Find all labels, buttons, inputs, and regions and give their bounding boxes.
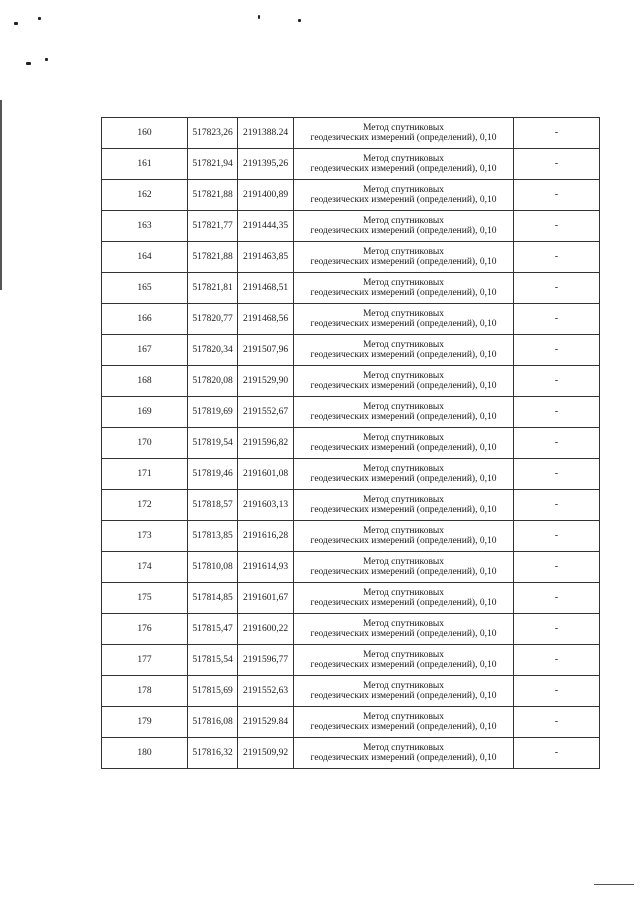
table-row xyxy=(102,304,600,335)
x-coordinate-cell: 517818,57 xyxy=(188,490,238,521)
point-number-cell: 171 xyxy=(102,459,188,490)
method-line-2: геодезических измерений (определений), 0,10 xyxy=(310,722,497,732)
x-coordinate-cell: 517821,88 xyxy=(188,180,238,211)
mark-cell: - xyxy=(514,459,600,490)
method-line-1: Метод спутниковых xyxy=(362,681,445,691)
x-coordinate-cell: 517821,81 xyxy=(188,273,238,304)
y-coordinate-cell: 2191468,51 xyxy=(238,273,294,304)
scan-speck xyxy=(45,58,48,61)
mark-cell: - xyxy=(514,490,600,521)
table-row xyxy=(102,614,600,645)
method-line-1: Метод спутниковых xyxy=(362,588,445,598)
scan-edge-line xyxy=(594,884,634,885)
x-coordinate-cell: 517815,47 xyxy=(188,614,238,645)
point-number-cell: 180 xyxy=(102,738,188,769)
method-cell xyxy=(294,583,514,614)
x-coordinate-cell: 517815,54 xyxy=(188,645,238,676)
method-cell xyxy=(294,738,514,769)
table-row xyxy=(102,645,600,676)
method-cell xyxy=(294,707,514,738)
method-line-2: геодезических измерений (определений), 0,10 xyxy=(310,412,497,422)
point-number-cell: 160 xyxy=(102,118,188,149)
y-coordinate-cell: 2191400,89 xyxy=(238,180,294,211)
x-coordinate-cell: 517821,88 xyxy=(188,242,238,273)
method-line-2: геодезических измерений (определений), 0,10 xyxy=(310,598,497,608)
point-number-cell: 172 xyxy=(102,490,188,521)
y-coordinate-cell: 2191463,85 xyxy=(238,242,294,273)
x-coordinate-cell: 517814,85 xyxy=(188,583,238,614)
y-coordinate-cell: 2191529.84 xyxy=(238,707,294,738)
point-number-cell: 167 xyxy=(102,335,188,366)
mark-cell: - xyxy=(514,335,600,366)
mark-cell: - xyxy=(514,707,600,738)
method-line-2: геодезических измерений (определений), 0,10 xyxy=(310,567,497,577)
y-coordinate-cell: 2191388.24 xyxy=(238,118,294,149)
point-number-cell: 173 xyxy=(102,521,188,552)
mark-cell: - xyxy=(514,428,600,459)
method-line-2: геодезических измерений (определений), 0,10 xyxy=(310,133,497,143)
method-line-2: геодезических измерений (определений), 0,10 xyxy=(310,319,497,329)
method-cell xyxy=(294,676,514,707)
table-row xyxy=(102,211,600,242)
mark-cell: - xyxy=(514,521,600,552)
y-coordinate-cell: 2191552,67 xyxy=(238,397,294,428)
mark-cell: - xyxy=(514,397,600,428)
mark-cell: - xyxy=(514,304,600,335)
method-line-1: Метод спутниковых xyxy=(362,743,445,753)
method-line-1: Метод спутниковых xyxy=(362,557,445,567)
table-row xyxy=(102,118,600,149)
method-line-1: Метод спутниковых xyxy=(362,247,445,257)
point-number-cell: 174 xyxy=(102,552,188,583)
mark-cell: - xyxy=(514,614,600,645)
scan-speck xyxy=(26,62,31,65)
table-row xyxy=(102,242,600,273)
y-coordinate-cell: 2191616,28 xyxy=(238,521,294,552)
method-line-2: геодезических измерений (определений), 0,10 xyxy=(310,629,497,639)
x-coordinate-cell: 517810,08 xyxy=(188,552,238,583)
method-line-1: Метод спутниковых xyxy=(362,526,445,536)
method-cell xyxy=(294,552,514,583)
mark-cell: - xyxy=(514,552,600,583)
method-cell xyxy=(294,490,514,521)
mark-cell: - xyxy=(514,583,600,614)
point-number-cell: 176 xyxy=(102,614,188,645)
method-line-1: Метод спутниковых xyxy=(362,619,445,629)
method-line-2: геодезических измерений (определений), 0,10 xyxy=(310,288,497,298)
y-coordinate-cell: 2191468,56 xyxy=(238,304,294,335)
table-row xyxy=(102,552,600,583)
method-cell xyxy=(294,180,514,211)
y-coordinate-cell: 2191509,92 xyxy=(238,738,294,769)
mark-cell: - xyxy=(514,273,600,304)
method-line-1: Метод спутниковых xyxy=(362,309,445,319)
method-line-2: геодезических измерений (определений), 0,10 xyxy=(310,753,497,763)
y-coordinate-cell: 2191552,63 xyxy=(238,676,294,707)
y-coordinate-cell: 2191507,96 xyxy=(238,335,294,366)
point-number-cell: 169 xyxy=(102,397,188,428)
method-line-2: геодезических измерений (определений), 0,10 xyxy=(310,443,497,453)
method-line-1: Метод спутниковых xyxy=(362,216,445,226)
point-number-cell: 166 xyxy=(102,304,188,335)
x-coordinate-cell: 517813,85 xyxy=(188,521,238,552)
method-line-1: Метод спутниковых xyxy=(362,464,445,474)
table-row xyxy=(102,397,600,428)
mark-cell: - xyxy=(514,211,600,242)
method-line-1: Метод спутниковых xyxy=(362,650,445,660)
mark-cell: - xyxy=(514,180,600,211)
method-line-1: Метод спутниковых xyxy=(362,712,445,722)
x-coordinate-cell: 517819,54 xyxy=(188,428,238,459)
point-number-cell: 163 xyxy=(102,211,188,242)
scan-speck xyxy=(258,15,260,19)
point-number-cell: 164 xyxy=(102,242,188,273)
x-coordinate-cell: 517820,08 xyxy=(188,366,238,397)
method-line-2: геодезических измерений (определений), 0,10 xyxy=(310,474,497,484)
y-coordinate-cell: 2191596,82 xyxy=(238,428,294,459)
method-cell xyxy=(294,521,514,552)
point-number-cell: 162 xyxy=(102,180,188,211)
table-row xyxy=(102,273,600,304)
point-number-cell: 170 xyxy=(102,428,188,459)
x-coordinate-cell: 517816,08 xyxy=(188,707,238,738)
table-row xyxy=(102,149,600,180)
method-line-2: геодезических измерений (определений), 0,10 xyxy=(310,164,497,174)
mark-cell: - xyxy=(514,149,600,180)
mark-cell: - xyxy=(514,676,600,707)
method-line-1: Метод спутниковых xyxy=(362,123,445,133)
x-coordinate-cell: 517819,69 xyxy=(188,397,238,428)
method-line-2: геодезических измерений (определений), 0,10 xyxy=(310,660,497,670)
y-coordinate-cell: 2191614,93 xyxy=(238,552,294,583)
point-number-cell: 175 xyxy=(102,583,188,614)
method-cell xyxy=(294,614,514,645)
scan-speck xyxy=(14,22,18,25)
y-coordinate-cell: 2191395,26 xyxy=(238,149,294,180)
x-coordinate-cell: 517815,69 xyxy=(188,676,238,707)
x-coordinate-cell: 517820,34 xyxy=(188,335,238,366)
method-cell xyxy=(294,459,514,490)
mark-cell: - xyxy=(514,366,600,397)
table-row xyxy=(102,180,600,211)
x-coordinate-cell: 517823,26 xyxy=(188,118,238,149)
method-cell xyxy=(294,366,514,397)
method-line-2: геодезических измерений (определений), 0,10 xyxy=(310,505,497,515)
method-cell xyxy=(294,645,514,676)
mark-cell: - xyxy=(514,645,600,676)
point-number-cell: 177 xyxy=(102,645,188,676)
method-line-2: геодезических измерений (определений), 0,10 xyxy=(310,350,497,360)
point-number-cell: 161 xyxy=(102,149,188,180)
method-line-1: Метод спутниковых xyxy=(362,340,445,350)
method-line-2: геодезических измерений (определений), 0,10 xyxy=(310,381,497,391)
x-coordinate-cell: 517819,46 xyxy=(188,459,238,490)
method-line-2: геодезических измерений (определений), 0,10 xyxy=(310,536,497,546)
table-row xyxy=(102,490,600,521)
table-row xyxy=(102,676,600,707)
method-cell xyxy=(294,397,514,428)
table-row xyxy=(102,707,600,738)
mark-cell: - xyxy=(514,242,600,273)
y-coordinate-cell: 2191596,77 xyxy=(238,645,294,676)
point-number-cell: 165 xyxy=(102,273,188,304)
table-body xyxy=(102,118,600,769)
y-coordinate-cell: 2191601,08 xyxy=(238,459,294,490)
method-line-1: Метод спутниковых xyxy=(362,278,445,288)
method-line-1: Метод спутниковых xyxy=(362,433,445,443)
method-line-1: Метод спутниковых xyxy=(362,185,445,195)
y-coordinate-cell: 2191600,22 xyxy=(238,614,294,645)
table-row xyxy=(102,335,600,366)
point-number-cell: 178 xyxy=(102,676,188,707)
y-coordinate-cell: 2191601,67 xyxy=(238,583,294,614)
method-cell xyxy=(294,304,514,335)
table-row xyxy=(102,521,600,552)
method-line-1: Метод спутниковых xyxy=(362,154,445,164)
point-number-cell: 168 xyxy=(102,366,188,397)
scan-speck xyxy=(298,19,301,22)
table-row xyxy=(102,583,600,614)
table-row xyxy=(102,459,600,490)
method-cell xyxy=(294,335,514,366)
method-cell xyxy=(294,428,514,459)
y-coordinate-cell: 2191529,90 xyxy=(238,366,294,397)
y-coordinate-cell: 2191444,35 xyxy=(238,211,294,242)
method-cell xyxy=(294,273,514,304)
y-coordinate-cell: 2191603,13 xyxy=(238,490,294,521)
mark-cell: - xyxy=(514,118,600,149)
x-coordinate-cell: 517816,32 xyxy=(188,738,238,769)
point-number-cell: 179 xyxy=(102,707,188,738)
coordinates-table xyxy=(101,117,600,769)
x-coordinate-cell: 517821,77 xyxy=(188,211,238,242)
x-coordinate-cell: 517820,77 xyxy=(188,304,238,335)
method-line-1: Метод спутниковых xyxy=(362,371,445,381)
method-line-1: Метод спутниковых xyxy=(362,495,445,505)
scan-speck xyxy=(38,17,41,20)
mark-cell: - xyxy=(514,738,600,769)
method-line-2: геодезических измерений (определений), 0,10 xyxy=(310,257,497,267)
method-cell xyxy=(294,211,514,242)
scan-edge-line xyxy=(0,100,2,290)
method-cell xyxy=(294,118,514,149)
table-row xyxy=(102,366,600,397)
table-row xyxy=(102,738,600,769)
method-cell xyxy=(294,242,514,273)
method-line-1: Метод спутниковых xyxy=(362,402,445,412)
method-line-2: геодезических измерений (определений), 0,10 xyxy=(310,691,497,701)
x-coordinate-cell: 517821,94 xyxy=(188,149,238,180)
method-line-2: геодезических измерений (определений), 0,10 xyxy=(310,226,497,236)
method-cell xyxy=(294,149,514,180)
table-row xyxy=(102,428,600,459)
method-line-2: геодезических измерений (определений), 0,10 xyxy=(310,195,497,205)
